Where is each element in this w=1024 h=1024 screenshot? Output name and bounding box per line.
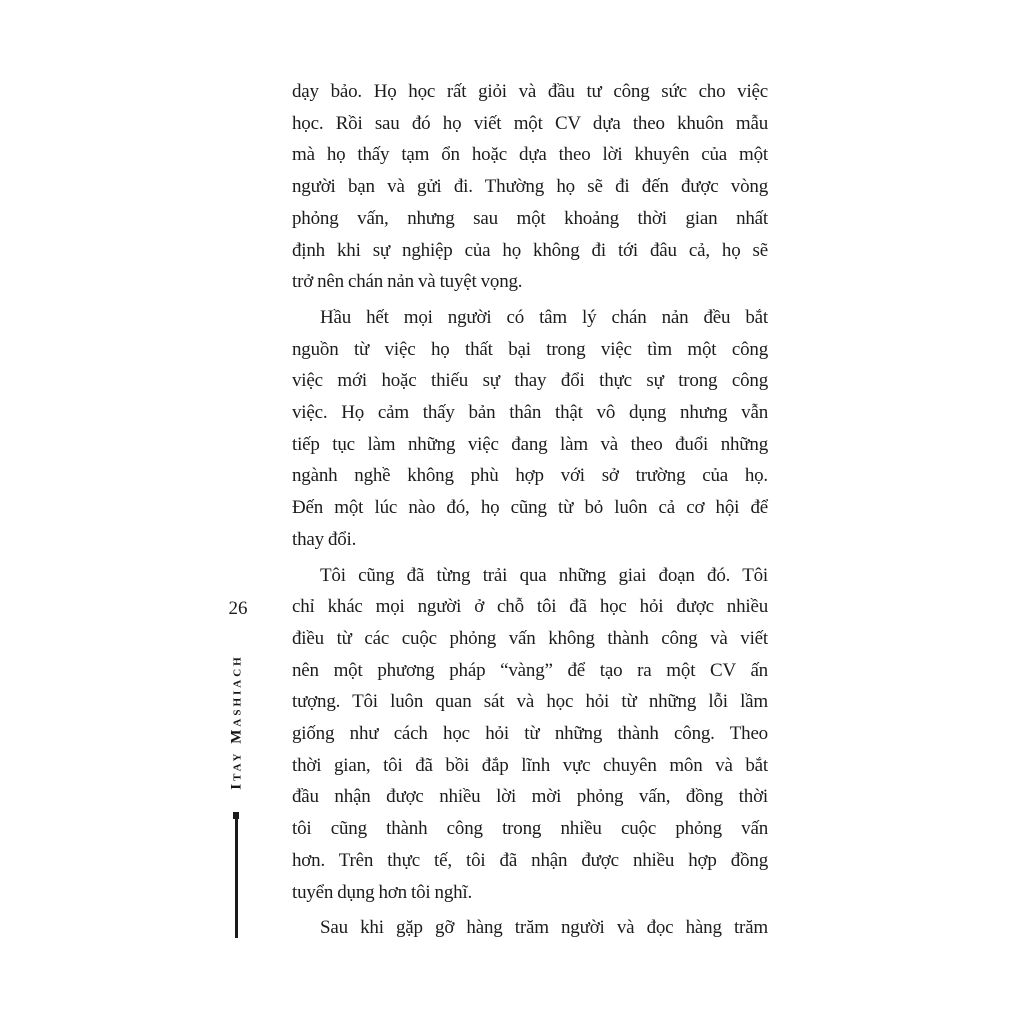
paragraph — [292, 912, 768, 944]
divider-line — [235, 813, 238, 938]
text-line: phỏng vấn, nhưng sau một khoảng thời gian nhất — [292, 207, 768, 229]
text-line: ngành nghề không phù hợp với sở trường của họ. — [292, 465, 768, 487]
text-line: người bạn và gửi đi. Thường họ sẽ đi đến được vòng — [292, 176, 768, 198]
paragraph — [292, 76, 768, 298]
text-line: định khi sự nghiệp của họ không đi tới đâu cả, họ sẽ — [292, 239, 768, 261]
text-line: thay đổi. — [292, 528, 357, 550]
text-line: nguồn từ việc họ thất bại trong việc tìm một công — [292, 338, 768, 360]
text-line: thời gian, tôi đã bồi đắp lĩnh vực chuyên môn và bắt — [292, 754, 768, 776]
author-name-label: Itay Mashiach — [228, 654, 245, 790]
text-line: đầu nhận được nhiều lời mời phỏng vấn, đồng thời — [292, 786, 768, 808]
text-line: điều từ các cuộc phỏng vấn không thành công và viết — [292, 627, 768, 649]
text-line: Tôi cũng đã từng trải qua những giai đoạn đó. Tôi — [320, 564, 768, 586]
text-line: Sau khi gặp gỡ hàng trăm người và đọc hàng trăm — [320, 917, 768, 939]
text-line: giống như cách học hỏi từ những thành công. Theo — [292, 723, 768, 745]
text-line: tôi cũng thành công trong nhiều cuộc phỏng vấn — [292, 818, 768, 840]
text-line: việc mới hoặc thiếu sự thay đổi thực sự trong công — [292, 370, 768, 392]
paragraph — [292, 560, 768, 909]
text-line: Hầu hết mọi người có tâm lý chán nản đều bắt — [320, 306, 768, 328]
text-line: mà họ thấy tạm ổn hoặc dựa theo lời khuyên của một — [292, 144, 768, 166]
text-line: tuyển dụng hơn tôi nghĩ. — [292, 881, 473, 903]
text-line: học. Rồi sau đó họ viết một CV dựa theo khuôn mẫu — [292, 112, 768, 134]
page-number: 26 — [228, 598, 248, 619]
text-line: chỉ khác mọi người ở chỗ tôi đã học hỏi được nhiều — [292, 596, 768, 618]
paragraph — [292, 302, 768, 556]
text-line: tiếp tục làm những việc đang làm và theo đuổi những — [292, 433, 768, 455]
text-line: Đến một lúc nào đó, họ cũng từ bỏ luôn cả cơ hội để — [292, 497, 768, 519]
text-line: trở nên chán nản và tuyệt vọng. — [292, 271, 523, 293]
text-line: hơn. Trên thực tế, tôi đã nhận được nhiều hợp đồng — [292, 849, 768, 871]
text-line: tượng. Tôi luôn quan sát và học hỏi từ những lỗi lầm — [292, 691, 768, 713]
text-line: việc. Họ cảm thấy bản thân thật vô dụng nhưng vẫn — [292, 402, 768, 424]
text-line: nên một phương pháp “vàng” để tạo ra một CV ấn — [292, 659, 768, 681]
body-text — [292, 76, 768, 944]
text-line: dạy bảo. Họ học rất giỏi và đầu tư công sức cho việc — [292, 81, 768, 102]
